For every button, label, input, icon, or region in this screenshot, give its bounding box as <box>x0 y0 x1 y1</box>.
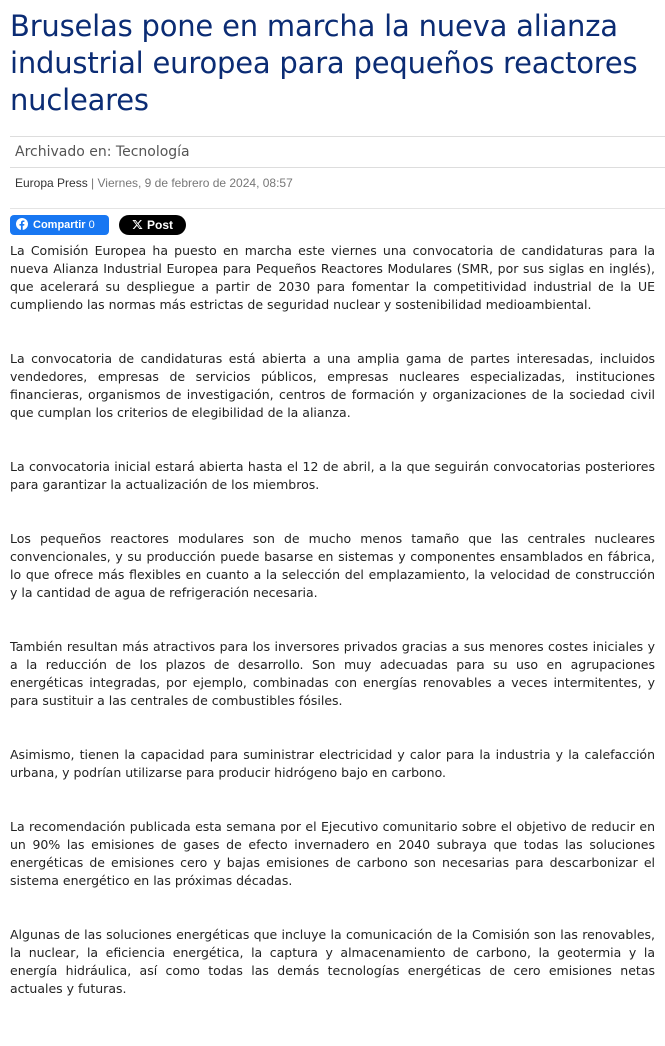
divider <box>10 208 665 209</box>
article-paragraph: La convocatoria de candidaturas está abierta a una amplia gama de partes interesadas, incluidos vendedores, empresas de servicios públicos, empresas nucleares especializadas, instituciones financieras, organismos de investigación, centros de formación y organizaciones de la sociedad civil que cumplan los criterios de elegibilidad de la alianza. <box>10 351 655 420</box>
article-paragraph: Algunas de las soluciones energéticas que incluye la comunicación de la Comisión son las renovables, la nuclear, la eficiencia energética, la captura y almacenamiento de carbono, la geotermia y la energía hidráulica, así como todas las demás tecnologías energéticas de cero emisiones netas actuales y futuras. <box>10 927 655 996</box>
byline <box>15 176 293 190</box>
article-body <box>10 242 655 1034</box>
facebook-icon <box>16 218 28 230</box>
archive-category[interactable]: Archivado en: Tecnología <box>15 144 190 160</box>
byline-date: Viernes, 9 de febrero de 2024, 08:57 <box>97 176 293 190</box>
article-paragraph: La Comisión Europea ha puesto en marcha este viernes una convocatoria de candidaturas para la nueva Alianza Industrial Europea para Pequeños Reactores Modulares (SMR, por sus siglas en inglés), que acelerará su despliegue a partir de 2030 para fomentar la competitividad industrial de la UE cumpliendo las normas más estrictas de seguridad nuclear y sostenibilidad medioambiental. <box>10 243 655 312</box>
x-logo-icon <box>132 219 143 230</box>
byline-source: Europa Press <box>15 176 88 190</box>
article-paragraph: Asimismo, tienen la capacidad para suministrar electricidad y calor para la industria y la calefacción urbana, y podrían utilizarse para producir hidrógeno bajo en carbono. <box>10 747 655 780</box>
archive-bar <box>10 136 665 168</box>
article-paragraph: Los pequeños reactores modulares son de mucho menos tamaño que las centrales nucleares convencionales, y su producción puede basarse en sistemas y componentes ensamblados en fábrica, lo que ofrece más flexibles en cuanto a la selección del emplazamiento, la velocidad de construcción y la cantidad de agua de refrigeración necesaria. <box>10 531 655 600</box>
article-paragraph: También resultan más atractivos para los inversores privados gracias a sus menores costes iniciales y a la reducción de los plazos de desarrollo. Son muy adecuadas para su uso en agrupaciones energéticas integradas, por ejemplo, combinadas con energías renovables a veces intermitentes, y para sustituir a las centrales de combustibles fósiles. <box>10 639 655 708</box>
facebook-share-label: Compartir <box>33 219 86 231</box>
byline-separator: | <box>91 176 95 190</box>
facebook-share-button[interactable] <box>10 215 109 235</box>
article-title: Bruselas pone en marcha la nueva alianza industrial europea para pequeños reactores nucleares <box>10 9 638 117</box>
article-paragraph: La recomendación publicada esta semana por el Ejecutivo comunitario sobre el objetivo de reducir en un 90% las emisiones de gases de efecto invernadero en 2040 subraya que todas las soluciones energéticas de emisiones cero y bajas emisiones de carbono son necesarias para descarbonizar el sistema energético en las próximas décadas. <box>10 819 655 888</box>
x-post-label: Post <box>146 218 173 232</box>
facebook-share-count: 0 <box>88 219 95 231</box>
article-paragraph: La convocatoria inicial estará abierta hasta el 12 de abril, a la que seguirán convocatorias posteriores para garantizar la actualización de los miembros. <box>10 459 655 492</box>
x-post-button[interactable] <box>119 215 186 235</box>
